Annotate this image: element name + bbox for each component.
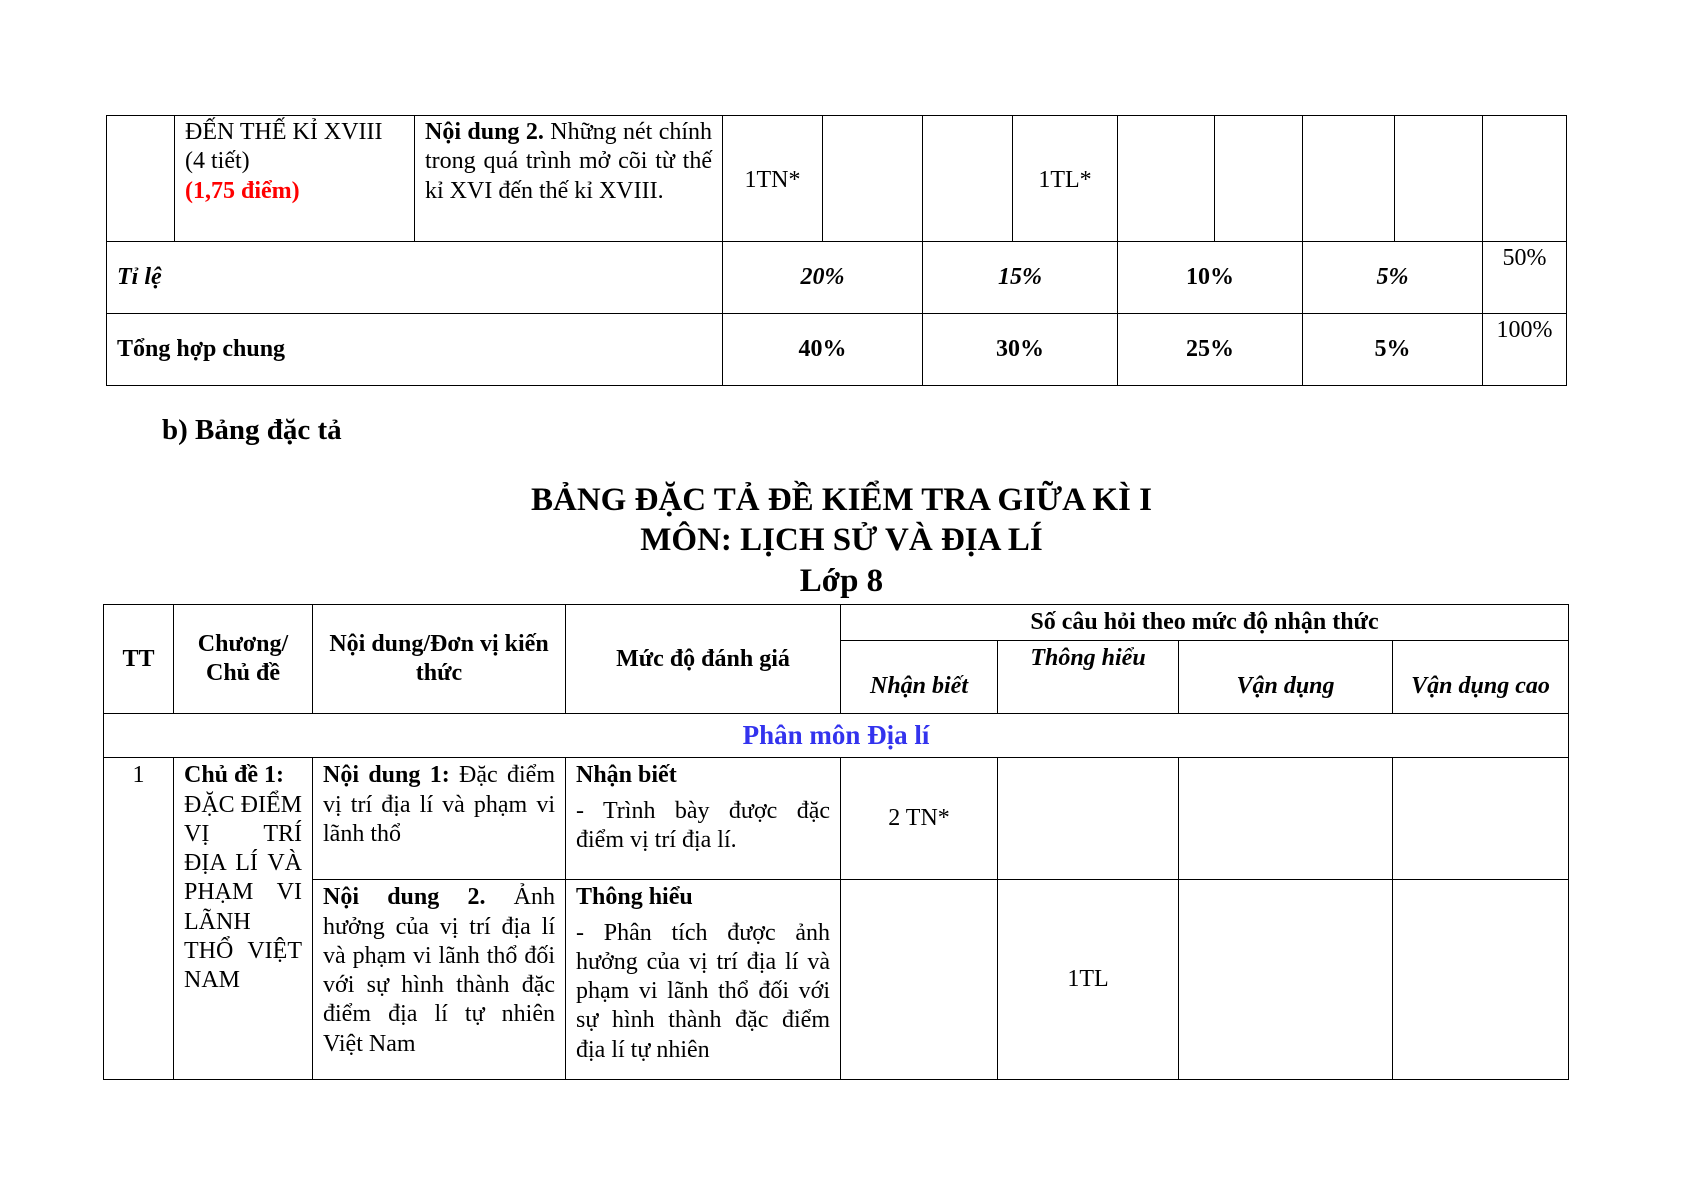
content-label: Nội dung 2. [425,119,544,145]
header-group: Số câu hỏi theo mức độ nhận thức [841,605,1569,641]
page-title: BẢNG ĐẶC TẢ ĐỀ KIỂM TRA GIỮA KÌ I [531,482,1152,518]
ratio-value: 5% [1303,242,1483,314]
content-label: Nội dung 1: [323,762,450,789]
level-label: Thông hiểu [576,884,693,911]
table-row [104,880,1569,1080]
table-row [104,758,1569,880]
topic-label: Chủ đề 1: [184,762,285,789]
subject-title: Phân môn Địa lí [104,714,1569,758]
subject-row [104,714,1569,758]
content-text: Những nét chính trong quá trình mở cõi từ thế kỉ XVI đến thế kỉ XVIII. [425,119,713,204]
content-text: Đặc điểm vị trí địa lí và phạm vi lãnh thổ [323,762,556,847]
page-grade: Lớp 8 [799,563,884,599]
summary-value: 25% [1118,314,1303,386]
ratio-label: Tỉ lệ [107,242,723,314]
header-apply: Vận dụng [1179,641,1393,714]
table-row [107,116,1567,242]
count-cell [823,116,923,242]
content-label: Nội dung 2. [323,884,486,911]
count-cell [1118,116,1215,242]
section-label: b) Bảng đặc tả [162,414,342,446]
count-recognize: 2 TN* [841,758,998,880]
count-cell [923,116,1013,242]
count-apply-high [1393,758,1569,880]
content-text: Ảnh hưởng của vị trí địa lí và phạm vi lãnh thổ đối với sự hình thành đặc điểm địa lí tự nhiên Việt Nam [323,884,555,1057]
level-label: Nhận biết [576,762,677,789]
header-tt: TT [104,605,174,714]
count-cell [1303,116,1395,242]
ratio-row [107,242,1567,314]
count-apply [1179,758,1393,880]
header-recognize: Nhận biết [841,641,998,714]
header-row [104,605,1569,641]
page-subtitle: MÔN: LỊCH SỬ VÀ ĐỊA LÍ [640,522,1043,558]
content-cell [313,880,566,1080]
topic-text: ĐẶC ĐIỂM VỊ TRÍ ĐỊA LÍ VÀ PHẠM VI LÃNH THỔ VIỆT NAM [184,791,302,994]
tt-cell [107,116,175,242]
ratio-total: 50% [1483,242,1567,314]
header-level: Mức độ đánh giá [566,605,841,714]
count-cell [1483,116,1567,242]
header-understand: Thông hiểu [998,641,1179,714]
summary-label: Tổng hợp chung [107,314,723,386]
header-chapter: Chương/ Chủ đề [174,605,313,714]
content-cell [313,758,566,880]
ratio-value: 20% [723,242,923,314]
level-text: - Trình bày được đặc điểm vị trí địa lí. [576,797,830,853]
chapter-points: (1,75 điểm) [185,177,300,204]
header-content: Nội dung/Đơn vị kiến thức [313,605,566,714]
count-understand: 1TL [998,880,1179,1080]
count-apply [1179,880,1393,1080]
chapter-cell [175,116,415,242]
matrix-table-continued [106,115,1567,386]
spec-table [103,604,1569,1080]
count-cell: 1TN* [723,116,823,242]
count-cell [1395,116,1483,242]
summary-row [107,314,1567,386]
summary-value: 5% [1303,314,1483,386]
count-recognize [841,880,998,1080]
ratio-value: 10% [1118,242,1303,314]
level-cell [566,758,841,880]
count-cell [1215,116,1303,242]
row-number: 1 [104,758,174,1080]
content-cell [415,116,723,242]
count-understand [998,758,1179,880]
summary-total: 100% [1483,314,1567,386]
level-cell [566,880,841,1080]
chapter-line: ĐẾN THẾ KỈ XVIII [185,119,383,145]
ratio-value: 15% [923,242,1118,314]
header-apply-high: Vận dụng cao [1393,641,1569,714]
topic-cell [174,758,313,1080]
summary-value: 30% [923,314,1118,386]
count-apply-high [1393,880,1569,1080]
summary-value: 40% [723,314,923,386]
chapter-periods: (4 tiết) [185,148,250,175]
level-text: - Phân tích được ảnh hưởng của vị trí địa lí và phạm vi lãnh thổ đối với sự hình thành đặc điểm địa lí tự nhiên [576,919,830,1063]
count-cell: 1TL* [1013,116,1118,242]
